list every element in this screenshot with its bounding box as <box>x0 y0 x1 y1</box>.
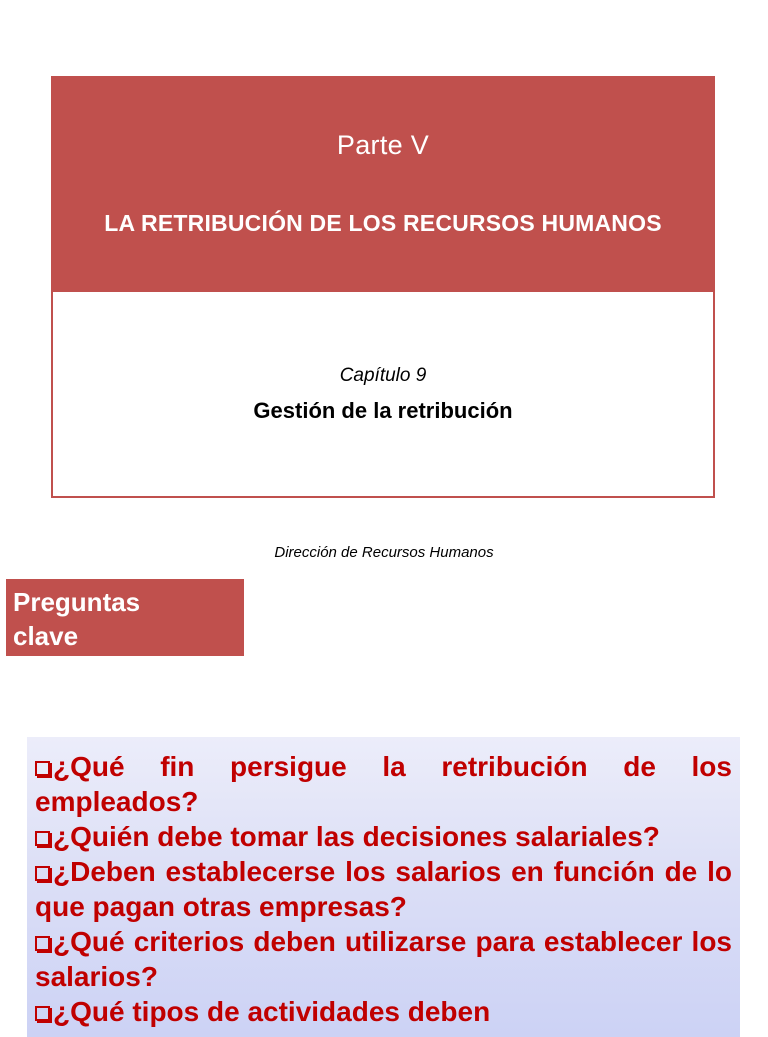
question-item <box>35 819 732 854</box>
title-card <box>51 76 715 498</box>
question-text: ¿Deben establecerse los salarios en función de lo que pagan otras empresas? <box>35 856 732 922</box>
question-text: ¿Quién debe tomar las decisiones salariales? <box>53 821 660 852</box>
checkbox-bullet-icon <box>35 761 50 776</box>
question-item <box>35 854 732 924</box>
question-text: ¿Qué tipos de actividades deben <box>53 996 491 1027</box>
part-title: LA RETRIBUCIÓN DE LOS RECURSOS HUMANOS <box>104 210 662 236</box>
question-item <box>35 749 732 819</box>
checkbox-bullet-icon <box>35 936 50 951</box>
checkbox-bullet-icon <box>35 866 50 881</box>
title-band <box>53 78 713 292</box>
checkbox-bullet-icon <box>35 831 50 846</box>
checkbox-bullet-icon <box>35 1006 50 1021</box>
section-tab-line1: Preguntas <box>13 587 141 617</box>
question-text: ¿Qué fin persigue la retribución de los empleados? <box>35 751 732 817</box>
questions-panel <box>27 737 740 1037</box>
question-text: ¿Qué criterios deben utilizarse para establecer los salarios? <box>35 926 732 992</box>
question-item <box>35 924 732 994</box>
chapter-label: Capítulo 9 <box>339 365 427 386</box>
section-tab-line2: clave <box>13 621 79 651</box>
footer-note: Dirección de Recursos Humanos <box>274 544 494 561</box>
section-tab <box>6 579 244 656</box>
part-label: Parte V <box>336 130 430 160</box>
chapter-title: Gestión de la retribución <box>253 398 513 423</box>
question-list <box>35 749 732 1029</box>
